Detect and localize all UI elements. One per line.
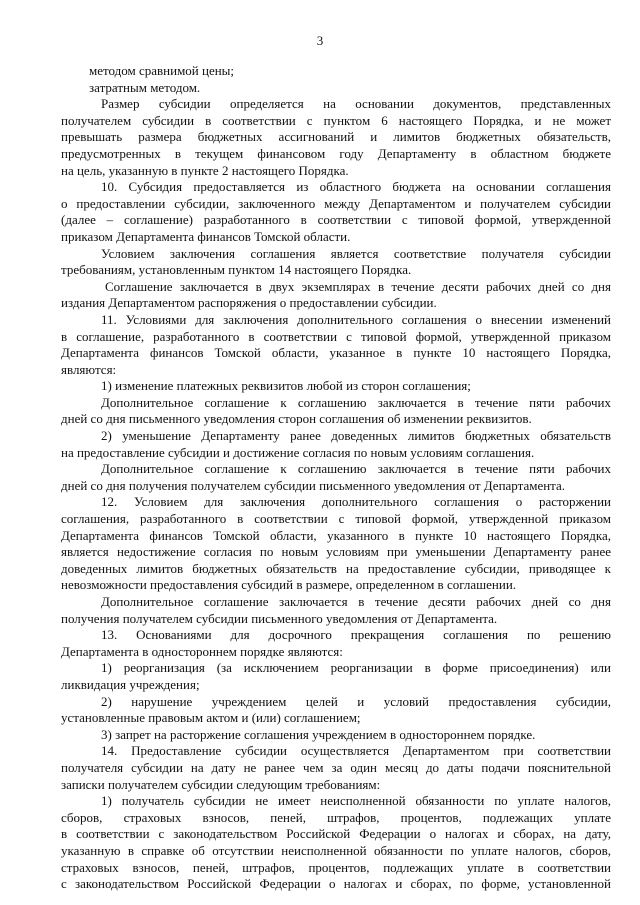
text-line: приказом Департамента финансов Томской области. xyxy=(61,228,351,244)
text-line: 2) уменьшение Департаменту ранее доведенных лимитов бюджетных обязательств xyxy=(101,428,611,444)
text-line: получения получателем субсидии письменного уведомления от Департамента. xyxy=(61,610,498,626)
text-line: 2) нарушение учреждением целей и условий предоставления субсидии, xyxy=(101,693,611,709)
text-line: издания Департаментом распоряжения о предоставлении субсидии. xyxy=(61,295,437,311)
text-line: Размер субсидии определяется на основании документов, представленных xyxy=(101,96,611,112)
text-line: Дополнительное соглашение к соглашению заключается в течение пяти рабочих xyxy=(101,461,611,477)
text-line: Департамента финансов Томской области, указанное в пункте 10 настоящего Порядка, xyxy=(61,345,611,361)
text-line: на цель, указанную в пункте 2 настоящего Порядка. xyxy=(61,162,349,178)
text-line: Дополнительное соглашение к соглашению заключается в течение пяти рабочих xyxy=(101,394,611,410)
text-line: затратным методом. xyxy=(89,79,201,95)
text-line: невозможности предоставления субсидий в размере, определенном в соглашении. xyxy=(61,577,517,593)
text-line: является недостижение согласия по новым условиям при уменьшении Департаменту ранее xyxy=(61,544,611,560)
document-body xyxy=(61,63,611,893)
text-line: являются: xyxy=(61,361,117,377)
text-line: 1) получатель субсидии не имеет неисполненной обязанности по уплате налогов, xyxy=(101,793,611,809)
text-line: Департамента финансов Томской области, указанного в пункте 10 настоящего Порядка, xyxy=(61,527,611,543)
page-number: 3 xyxy=(316,33,324,48)
text-line: предусмотренных в текущем финансовом году Департаменту в областном бюджете xyxy=(61,145,611,161)
text-line: дней со дня получения получателем субсидии письменного уведомления от Департамента. xyxy=(61,477,566,493)
text-line: Дополнительное соглашение заключается в течение десяти рабочих дней со дня xyxy=(101,594,611,609)
text-line: в соглашение, разработанного в соответствии с типовой формой, утвержденной приказом xyxy=(61,328,611,344)
text-line: Условием заключения соглашения является соответствие получателя субсидии xyxy=(101,245,611,261)
text-line: Соглашение заключается в двух экземплярах в течение десяти рабочих дней со дня xyxy=(105,278,611,294)
text-line: методом сравнимой цены; xyxy=(89,63,235,78)
text-line: записки получателем субсидии следующим требованиям: xyxy=(61,776,381,792)
text-line: установленные правовым актом и (или) соглашением; xyxy=(61,710,361,726)
text-line: требованиям, установленным пунктом 14 настоящего Порядка. xyxy=(61,262,412,278)
text-line: с законодательством Российской Федерации о налогах и сборах, по форме, установленной xyxy=(61,876,611,892)
text-line: (далее – соглашение) разработанного в соответствии с типовой формой, утвержденной xyxy=(61,212,611,228)
text-line: 11. Условиями для заключения дополнительного соглашения о внесении изменений xyxy=(101,311,611,327)
text-line: 1) реорганизация (за исключением реорганизации в форме присоединения) или xyxy=(101,660,611,676)
text-line: получателем субсидии в соответствии с пунктом 6 настоящего Порядка, и не может xyxy=(61,112,611,128)
text-line: Департамента в одностороннем порядке являются: xyxy=(61,643,343,659)
text-line: получателя субсидии на дату не ранее чем за один месяц до даты подачи пояснительной xyxy=(61,759,611,775)
text-line: 3) запрет на расторжение соглашения учреждением в одностороннем порядке. xyxy=(101,726,536,742)
text-line: дней со дня письменного уведомления сторон соглашения об изменении реквизитов. xyxy=(61,411,532,427)
text-line: превышать размера бюджетных ассигнований и лимитов бюджетных обязательств, xyxy=(61,129,611,145)
text-line: доведенных лимитов бюджетных обязательств на предоставление субсидии, приводящее к xyxy=(61,560,611,576)
text-line: соглашения, разработанного в соответствии с типовой формой, утвержденной приказом xyxy=(61,511,611,527)
text-line: страховых взносов, пеней, штрафов, процентов, подлежащих уплате в соответствии xyxy=(61,859,611,875)
text-line: 13. Основаниями для досрочного прекращения соглашения по решению xyxy=(101,627,611,643)
text-line: 14. Предоставление субсидии осуществляется Департаментом при соответствии xyxy=(101,743,611,759)
text-line: на предоставление субсидии и достижение согласия по новым условиям соглашения. xyxy=(61,444,535,460)
text-line: 12. Условием для заключения дополнительного соглашения о расторжении xyxy=(101,494,611,510)
text-line: 1) изменение платежных реквизитов любой из сторон соглашения; xyxy=(101,378,471,394)
text-line: о предоставлении субсидии, заключенного между Департаментом и получателем субсидии xyxy=(61,195,611,211)
text-line: 10. Субсидия предоставляется из областного бюджета на основании соглашения xyxy=(101,179,611,195)
text-line: в соответствии с законодательством Российской Федерации о налогах и сборах, на дату, xyxy=(61,826,611,842)
text-line: ликвидация учреждения; xyxy=(61,676,200,692)
text-line: сборов, страховых взносов, пеней, штрафов, процентов, подлежащих уплате xyxy=(61,809,611,825)
text-line: указанную в справке об отсутствии неисполненной обязанности по уплате налогов, сборов, xyxy=(61,842,611,858)
